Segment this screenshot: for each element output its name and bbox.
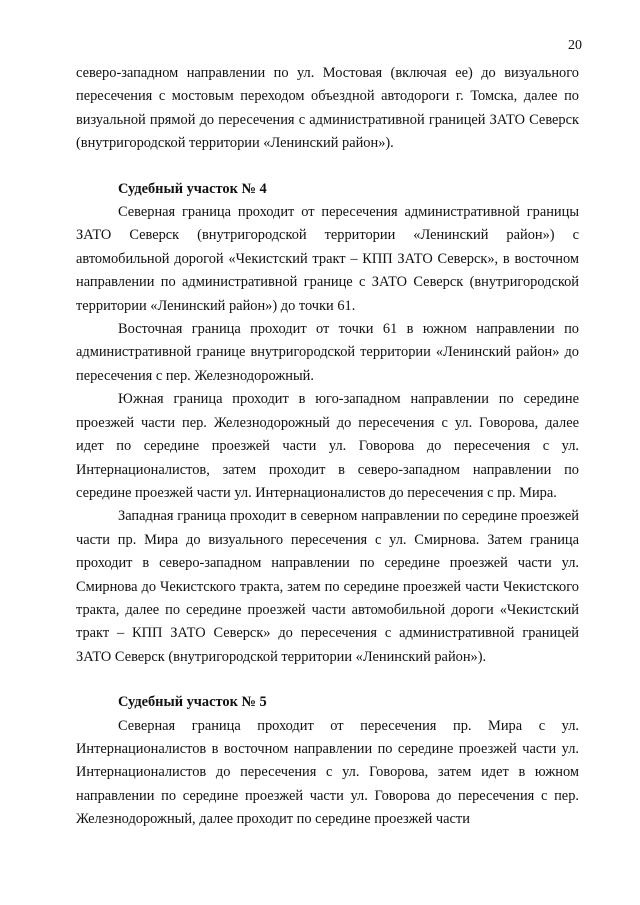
page-number: 20 — [568, 38, 582, 53]
document-body — [76, 62, 579, 832]
paragraph-north-boundary-4: Северная граница проходит от пересечения административной границы ЗАТО Северск (внутригородской территории «Ленинский район») с автомобильной дорогой «Чекистский тракт – КПП ЗАТО Северск», в восточном направлении по административной границе с ЗАТО Северск (внутригородской территории «Ленинский район») до точки 61. — [76, 204, 579, 314]
section-heading-4: Судебный участок № 4 — [118, 180, 267, 197]
section-heading-5: Судебный участок № 5 — [118, 694, 267, 711]
paragraph-east-boundary-4: Восточная граница проходит от точки 61 в южном направлении по административной границе внутригородской территории «Ленинский район» до пересечения с пер. Железнодорожный. — [76, 321, 579, 384]
paragraph-north-boundary-5: Северная граница проходит от пересечения пр. Мира с ул. Интернационалистов в восточном направлении по середине проезжей части ул. Интернационалистов до пересечения с ул. Говорова, затем идет в южном направлении по середине проезжей части ул. Говорова до пересечения с пер. Железнодорожный, далее проходит по середине проезжей части — [76, 717, 579, 828]
paragraph-west-boundary-4: Западная граница проходит в северном направлении по середине проезжей части пр. Мира до визуального пересечения с ул. Смирнова. Затем граница проходит в северо-западном направлении по середине проезжей части ул. Смирнова до Чекистского тракта, затем по середине проезжей части Чекистского тракта, далее по середине проезжей части автомобильной дороги «Чекистский тракт – КПП ЗАТО Северск» до пересечения с административной границей ЗАТО Северск (внутригородской территории «Ленинский район»). — [76, 508, 579, 665]
paragraph-south-boundary-4: Южная граница проходит в юго-западном направлении по середине проезжей части пер. Железнодорожный до пересечения с ул. Говорова, далее идет по середине проезжей части ул. Говорова до пересечения с ул. Интернационалистов, затем проходит в северо-западном направлении по середине проезжей части ул. Интернационалистов до пересечения с пр. Мира. — [76, 391, 579, 501]
paragraph-continuation: северо-западном направлении по ул. Мостовая (включая ее) до визуального пересечения с мостовым переходом объездной автодороги г. Томска, далее по визуальной прямой до пересечения с административной границей ЗАТО Северск (внутригородской территории «Ленинский район»). — [76, 65, 579, 152]
